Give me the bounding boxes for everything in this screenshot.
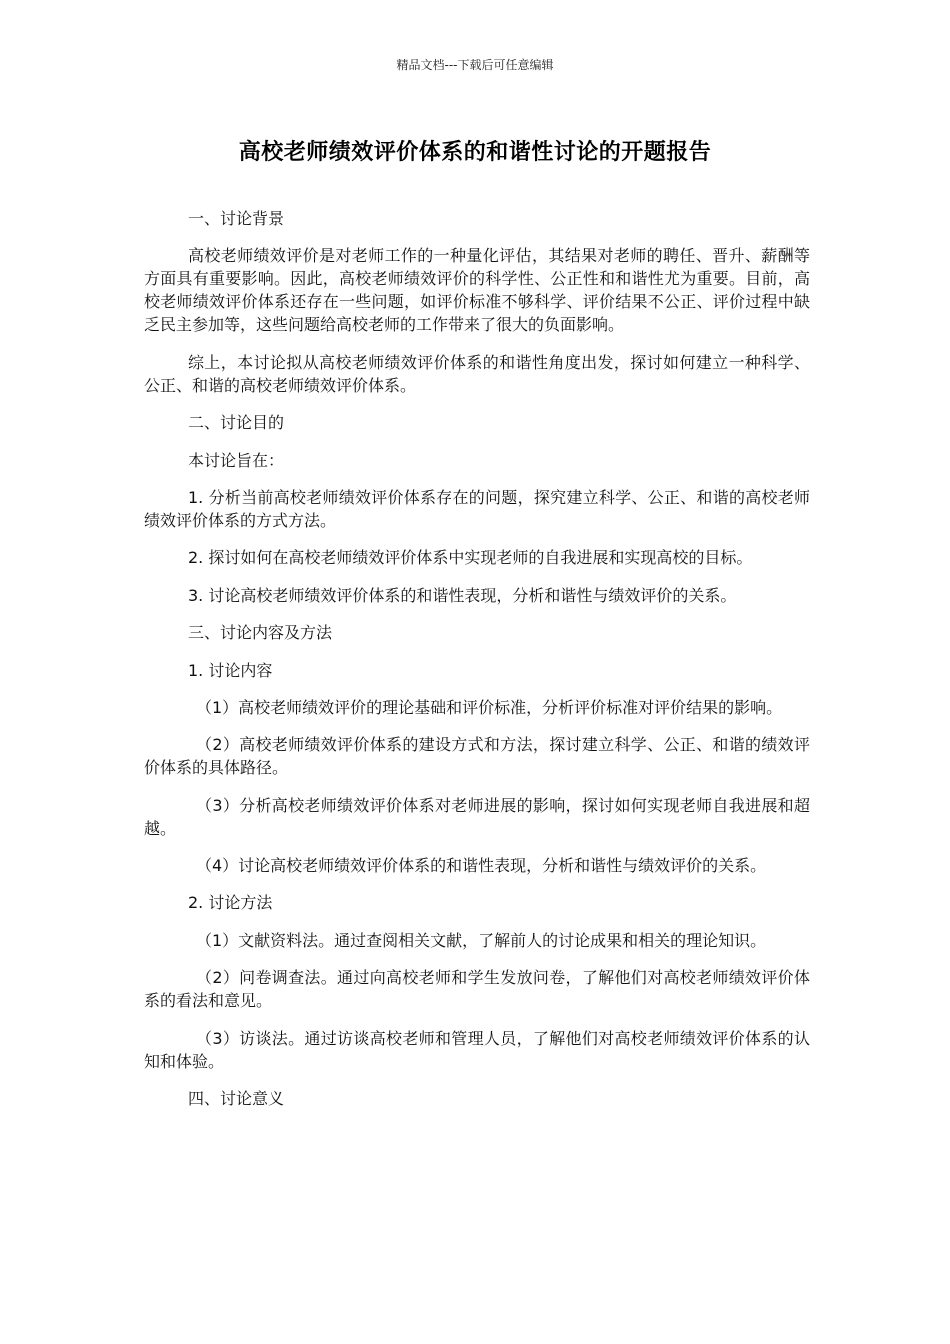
- list-item-purpose-2: 2. 探讨如何在高校老师绩效评价体系中实现老师的自我进展和实现高校的目标。: [188, 548, 753, 568]
- method-item-1: （1）文献资料法。通过查阅相关文献，了解前人的讨论成果和相关的理论知识。: [196, 930, 767, 950]
- paragraph-background-2: 综上，本讨论拟从高校老师绩效评价体系的和谐性角度出发，探讨如何建立一种科学、公正、和谐的高校老师绩效评价体系。: [144, 352, 810, 395]
- paragraph-purpose-intro: 本讨论旨在：: [188, 450, 285, 470]
- paragraph-background-1: 高校老师绩效评价是对老师工作的一种量化评估，其结果对老师的聘任、晋升、薪酬等方面具有重要影响。因此，高校老师绩效评价的科学性、公正性和和谐性尤为重要。目前，高校老师绩效评价体系还存在一些问题，如评价标准不够科学、评价结果不公正、评价过程中缺乏民主参加等，这些问题给高校老师的工作带来了很大的负面影响。: [144, 246, 810, 335]
- section-heading-content-methods: 三、讨论内容及方法: [188, 623, 333, 643]
- list-item-purpose-3: 3. 讨论高校老师绩效评价体系的和谐性表现，分析和谐性与绩效评价的关系。: [188, 585, 737, 605]
- section-heading-significance: 四、讨论意义: [188, 1089, 285, 1109]
- content-item-1: （1）高校老师绩效评价的理论基础和评价标准，分析评价标准对评价结果的影响。: [196, 697, 783, 717]
- content-item-2: （2）高校老师绩效评价体系的建设方式和方法，探讨建立科学、公正、和谐的绩效评价体系的具体路径。: [144, 735, 810, 778]
- section-heading-purpose: 二、讨论目的: [188, 413, 285, 433]
- header-note: 精品文档---下载后可任意编辑: [396, 58, 554, 72]
- content-item-4: （4）讨论高校老师绩效评价体系的和谐性表现，分析和谐性与绩效评价的关系。: [196, 856, 767, 876]
- content-item-3: （3）分析高校老师绩效评价体系对老师进展的影响，探讨如何实现老师自我进展和超越。: [144, 795, 810, 838]
- document-title: 高校老师绩效评价体系的和谐性讨论的开题报告: [238, 140, 712, 165]
- method-item-3: （3）访谈法。通过访谈高校老师和管理人员，了解他们对高校老师绩效评价体系的认知和体验。: [144, 1028, 810, 1071]
- subheading-methods: 2. 讨论方法: [188, 893, 273, 913]
- subheading-content: 1. 讨论内容: [188, 660, 273, 680]
- section-heading-background: 一、讨论背景: [188, 209, 285, 228]
- method-item-2: （2）问卷调查法。通过向高校老师和学生发放问卷，了解他们对高校老师绩效评价体系的看法和意见。: [144, 968, 810, 1011]
- document-body: [144, 207, 810, 1124]
- list-item-purpose-1: 1. 分析当前高校老师绩效评价体系存在的问题，探究建立科学、公正、和谐的高校老师绩效评价体系的方式方法。: [144, 487, 810, 530]
